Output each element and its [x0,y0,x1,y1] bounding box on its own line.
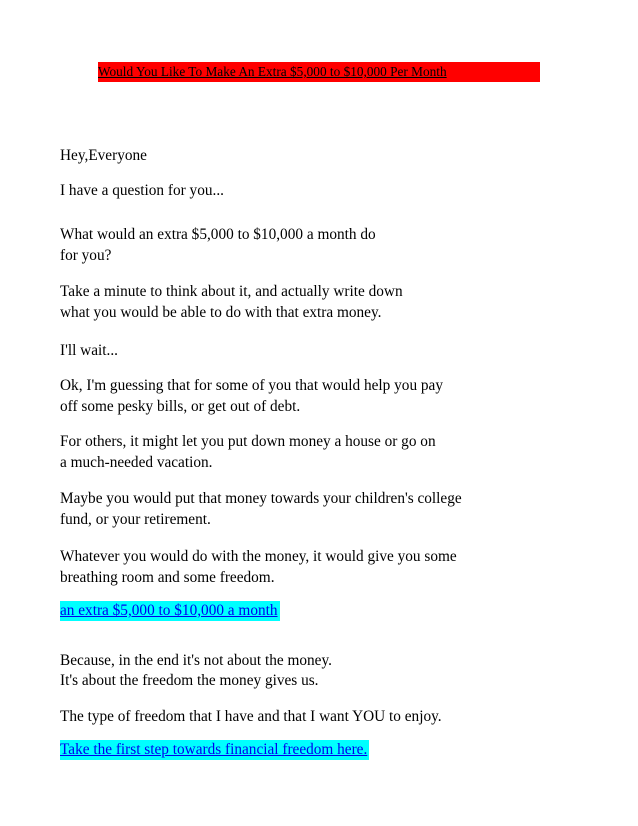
paragraph-1-line-2: for you? [60,247,112,264]
paragraph-5-line-2: fund, or your retirement. [60,511,211,528]
paragraph-5-line-1: Maybe you would put that money towards your children's college [60,490,462,507]
paragraph-1-line-1: What would an extra $5,000 to $10,000 a month do [60,226,376,243]
paragraph-6-line-1: Whatever you would do with the money, it would give you some [60,548,457,565]
financial-freedom-link[interactable]: Take the first step towards financial freedom here. [60,741,368,758]
paragraph-3-line-1: Ok, I'm guessing that for some of you that would help you pay [60,377,443,394]
paragraph-8-line-1: The type of freedom that I have and that I want YOU to enjoy. [60,708,442,725]
paragraph-3-line-2: off some pesky bills, or get out of debt. [60,398,301,415]
paragraph-2-line-2: what you would be able to do with that extra money. [60,304,382,321]
paragraph-6-line-2: breathing room and some freedom. [60,569,275,586]
greeting-line: Hey,Everyone [60,147,147,164]
paragraph-4-line-1: For others, it might let you put down money a house or go on [60,433,436,450]
extra-money-link[interactable]: an extra $5,000 to $10,000 a month [60,602,278,619]
paragraph-2-line-1: Take a minute to think about it, and actually write down [60,283,403,300]
wait-line: I'll wait... [60,342,118,359]
question-line: I have a question for you... [60,182,224,199]
page-title: Would You Like To Make An Extra $5,000 to $10,000 Per Month [98,62,540,82]
paragraph-4-line-2: a much-needed vacation. [60,454,213,471]
paragraph-7-line-1: Because, in the end it's not about the money. [60,652,332,669]
paragraph-7-line-2: It's about the freedom the money gives us. [60,672,319,689]
